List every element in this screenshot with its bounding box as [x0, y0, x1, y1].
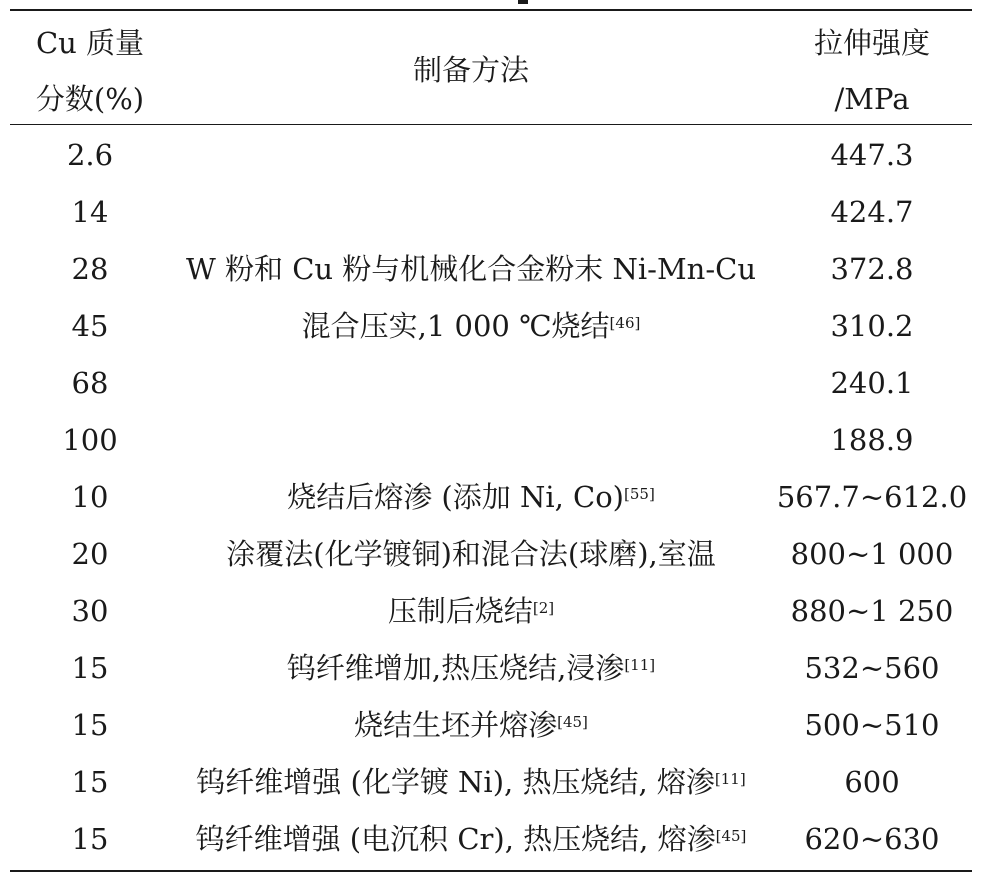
header-cu-fraction-line2: 分数(%)	[35, 82, 145, 116]
header-preparation-method: 制备方法	[412, 53, 529, 87]
reference-marker: [45]	[557, 713, 588, 731]
tensile-strength-cell: 600	[844, 765, 900, 799]
cu-fraction-cell: 28	[71, 252, 109, 286]
tensile-strength-cell: 620~630	[804, 822, 940, 856]
tensile-strength-cell: 424.7	[830, 195, 914, 229]
reference-marker: [2]	[532, 599, 555, 617]
tensile-strength-cell: 372.8	[830, 252, 914, 286]
cu-fraction-cell: 100	[62, 423, 118, 457]
tensile-strength-cell: 532~560	[804, 651, 940, 685]
method-group2-line1: 涂覆法(化学镀铜)和混合法(球磨),室温	[226, 537, 716, 571]
cu-fraction-cell: 15	[71, 765, 109, 799]
cu-fraction-cell: 14	[71, 195, 109, 229]
reference-marker: [11]	[624, 656, 656, 674]
method-row-fiber-hot-press: 钨纤维增加,热压烧结,浸渗[11]	[286, 651, 656, 685]
cu-fraction-cell: 10	[71, 480, 109, 514]
table-top-rule	[10, 9, 972, 11]
tensile-strength-cell: 880~1 250	[790, 594, 954, 628]
header-tensile-strength-line1: 拉伸强度	[813, 26, 930, 60]
cu-fraction-cell: 68	[71, 366, 109, 400]
tensile-strength-cell: 800~1 000	[790, 537, 954, 571]
cu-fraction-cell: 15	[71, 708, 109, 742]
cu-fraction-cell: 20	[71, 537, 109, 571]
method-group1-line1: W 粉和 Cu 粉与机械化合金粉末 Ni-Mn-Cu	[185, 252, 757, 286]
tensile-strength-cell: 447.3	[830, 138, 914, 172]
tensile-strength-cell: 240.1	[830, 366, 914, 400]
method-group1-line2: 混合压实,1 000 ℃烧结[46]	[301, 309, 641, 343]
method-row-fiber-ni: 钨纤维增强 (化学镀 Ni), 热压烧结, 熔渗[11]	[196, 765, 746, 799]
cu-fraction-cell: 15	[71, 651, 109, 685]
header-cu-fraction-line1: Cu 质量	[35, 26, 145, 60]
cu-fraction-cell: 45	[71, 309, 109, 343]
method-row-infiltration: 烧结后熔渗 (添加 Ni, Co)[55]	[287, 480, 655, 514]
tensile-strength-cell: 567.7~612.0	[776, 480, 968, 514]
tensile-strength-cell: 310.2	[830, 309, 914, 343]
cu-fraction-cell: 30	[71, 594, 109, 628]
tensile-strength-cell: 188.9	[830, 423, 914, 457]
tensile-strength-cell: 500~510	[804, 708, 940, 742]
cu-fraction-cell: 2.6	[66, 138, 114, 172]
cropped-caption-fragment	[518, 0, 528, 4]
cu-fraction-cell: 15	[71, 822, 109, 856]
reference-marker: [46]	[609, 314, 641, 332]
reference-marker: [55]	[624, 485, 655, 503]
table-header-rule	[10, 124, 972, 125]
method-group2-line2: 压制后烧结[2]	[387, 594, 555, 628]
method-row-green-body: 烧结生坯并熔渗[45]	[354, 708, 588, 742]
method-row-fiber-cr: 钨纤维增强 (电沉积 Cr), 热压烧结, 熔渗[45]	[195, 822, 747, 856]
reference-marker: [11]	[714, 770, 746, 788]
header-tensile-strength-line2: /MPa	[834, 82, 910, 116]
table-bottom-rule	[10, 870, 972, 872]
reference-marker: [45]	[715, 827, 747, 845]
